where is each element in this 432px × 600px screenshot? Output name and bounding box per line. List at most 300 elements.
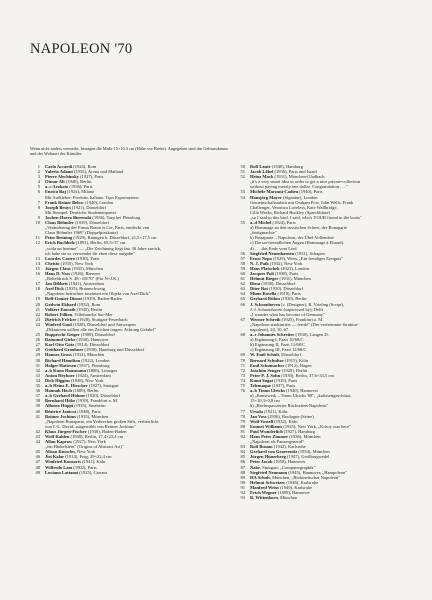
artist-name: Erich Buchholz <box>45 240 75 246</box>
artist-name: Ernst Nepo <box>250 255 272 261</box>
artist-name: Helmut Schweizer <box>250 479 286 485</box>
catalogue-entry <box>31 286 228 296</box>
entry-number: 18 <box>35 286 40 292</box>
entry-text <box>45 240 228 255</box>
artist-name: Ursula <box>250 408 264 414</box>
artist-details: (1928), Stuttgart-Feuerbach <box>76 316 128 322</box>
artist-name: a–b Timm Ulrichs <box>250 388 285 394</box>
artist-details: (1889), Berlin <box>71 388 99 394</box>
entry-number: 13 <box>35 255 40 261</box>
entry-note: J. J. Schoonhoven (supervised by), Delft <box>250 306 323 312</box>
entry-note: 15×10,3×0,8 cm <box>250 398 280 404</box>
artist-details: (1924), Rom <box>72 164 97 169</box>
artist-details: (1920), Düsseldorf <box>85 393 121 399</box>
entry-number: 40 <box>35 408 40 414</box>
entry-number: 10 <box>35 220 40 226</box>
catalogue-entry <box>31 189 228 199</box>
entry-number: 35 <box>35 383 40 389</box>
artist-name: a–b Gerhard Höhme <box>45 393 85 399</box>
artist-name: Dietrich Fricker <box>45 316 77 322</box>
artist-details: (1923), London <box>279 265 310 271</box>
artist-name: Frank Reiner Below <box>45 199 84 205</box>
entry-number: 22 <box>35 311 40 317</box>
entry-note: ich habe sie so verwendet für eben diese aufgabe" <box>45 250 135 256</box>
artist-details: (1924), Milano <box>65 189 95 195</box>
artist-details: (1930), Paris <box>75 255 100 261</box>
entry-note: c) Die un-freundlichen Augen (Hommage à Eluard). <box>250 240 345 246</box>
entry-number: 19 <box>35 296 40 302</box>
artist-name: Hansjörg Mayer <box>250 194 282 200</box>
entry-headline <box>45 470 228 475</box>
entry-number: 73 <box>240 372 245 378</box>
artist-details: (1914), Düsseldorf <box>74 342 110 348</box>
artist-details: (1912), Hagen <box>284 362 312 368</box>
artist-name: a–b Kuno Hausmann <box>45 367 87 373</box>
entry-number: 37 <box>35 393 40 399</box>
entry-number: 63 <box>240 286 245 292</box>
artist-details: , München <box>277 495 298 501</box>
artist-details: (1935), München <box>70 265 104 271</box>
entry-number: 62 <box>240 281 245 287</box>
artist-details: (1940), Paris <box>298 189 323 195</box>
entry-number: 67 <box>240 316 245 322</box>
entry-number: 30 <box>35 357 40 363</box>
artist-name: a–b Heinz E. Hirscher <box>45 383 88 389</box>
artist-details: (1939), Frankfurt a. M. <box>75 398 119 404</box>
entry-note: a) „Kunstwerk – Timm Ulrichs '68", „kulissengeschützt, <box>250 393 352 399</box>
artist-name: Jiri Kolar <box>45 454 65 460</box>
artist-name: Michèle Marzani-Cadieu <box>250 189 299 195</box>
artist-name: Jacques Poli <box>250 270 274 276</box>
artist-details: (1935), München <box>76 413 109 419</box>
artist-name: Gerhard Rühm <box>250 296 280 302</box>
entry-number: 47 <box>35 459 40 465</box>
artist-name: Paul Wunderlich <box>250 428 283 434</box>
artist-name: Hans Peter Zimmer <box>250 433 289 439</box>
entry-number: 20 <box>35 301 40 307</box>
entry-text <box>250 317 412 332</box>
artist-details: (1931), München <box>278 276 311 282</box>
artist-name: Mimo Rotella <box>250 291 277 297</box>
entry-text <box>250 302 412 317</box>
entry-number: 75 <box>240 383 245 389</box>
entry-text <box>250 388 412 408</box>
entry-number: 42 <box>35 428 40 434</box>
artist-name: N. J. Paik <box>250 260 269 266</box>
catalogue-entry <box>236 332 412 352</box>
entry-number: 88 <box>240 469 245 475</box>
intro-text: Wenn nicht anders vermerkt, betragen die Maße 15×10,3 cm (Höhe vor Breite). Angegeben sind das Geburtsdatum und der Wohnort der Künstler. <box>30 146 228 157</box>
artist-details: (1939), Baden-Baden <box>82 296 122 302</box>
artist-details: (1927), New York <box>72 439 106 445</box>
artist-name: J. Schoonhoven <box>250 301 281 307</box>
artist-details: , Villefranche Sur-Mer <box>72 311 113 317</box>
entry-number: 54 <box>240 194 245 200</box>
catalogue-entry <box>236 317 412 332</box>
entry-number: 6 <box>37 189 40 195</box>
entry-number: 89 <box>240 474 245 480</box>
artist-details: (1930), Baden-Baden <box>86 428 127 434</box>
entry-text <box>45 322 228 332</box>
artist-details: (1942), Karlsruhe <box>272 444 306 450</box>
artist-details: (1940), London <box>83 199 114 205</box>
artist-name: Diter Rot <box>250 286 269 292</box>
artist-details: , Düsseldorf <box>278 352 301 358</box>
artist-details: (1935), Sinzheim <box>73 403 106 409</box>
entry-number: 31 <box>35 362 40 368</box>
entry-number: 2 <box>37 169 40 175</box>
artist-name: Helmut Rieger <box>250 276 279 282</box>
artist-name: Valerio Adami <box>45 169 73 175</box>
artist-name: Enrico Baj <box>45 189 66 195</box>
artist-name: Richard Hamilton <box>45 357 81 363</box>
artist-details: (1926), Bremen <box>70 270 100 276</box>
catalogue-entry <box>31 220 228 235</box>
entry-note: b) Bonaparte – Napoleon, der Übel-Vollendete <box>250 235 334 241</box>
entry-number: 79 <box>240 418 245 424</box>
catalogue-entry <box>236 302 412 317</box>
page-title: NAPOLEON '70 <box>30 41 133 57</box>
entry-note: „Veränderung der Firma Braun et Cie, Paris, entdeckt von <box>45 225 150 231</box>
artist-details: (1925), Frankfurt a. M. <box>280 316 324 322</box>
artist-name: Hannes Gross <box>45 352 72 358</box>
artist-name: Robert Fillion <box>45 311 73 317</box>
artist-details: (1886), Limoges <box>86 367 118 373</box>
entry-note: a) Hommage an den russischen Scheer, der Bonaparte <box>250 225 348 231</box>
entry-text <box>250 174 412 189</box>
artist-details: (1946), Karlsruhe <box>285 479 319 485</box>
entry-number: 14 <box>35 260 40 266</box>
catalogue-entry <box>236 434 412 444</box>
artist-name: Peter Brüning <box>45 235 73 241</box>
entry-number: 38 <box>35 398 40 404</box>
catalogue-entry <box>31 240 228 255</box>
artist-name: Carla Accardi <box>45 164 73 169</box>
entry-number: 78 <box>240 413 245 419</box>
entry-text <box>45 271 228 281</box>
artist-details: (1932), München <box>71 352 105 358</box>
entry-number: 72 <box>240 367 245 373</box>
entry-number: 77 <box>240 408 245 414</box>
artist-name: Axel Dick <box>45 286 64 292</box>
entry-number: 1 <box>37 164 40 169</box>
artist-name: Peter Jacob <box>250 459 273 465</box>
artist-name: Emmet Williams <box>250 423 283 429</box>
catalogue-entry <box>236 220 412 251</box>
entry-number: 9 <box>37 214 40 220</box>
artist-name: Reimer Jochims <box>45 413 77 419</box>
entry-note: „Napoleon betrachtet fasziniert ein Objekt von Axel Dick" <box>45 291 151 297</box>
artist-details: (1915), Köln <box>283 357 308 363</box>
catalogue-entry <box>236 174 412 189</box>
artist-details: (1936), Paris und Israel <box>273 169 317 175</box>
artist-name: Bernard Schultze <box>250 357 284 363</box>
artist-details: (1941), Köln <box>81 459 106 465</box>
entry-number: 17 <box>35 281 40 287</box>
artist-details: (1949), Karlsruhe <box>278 484 313 490</box>
artist-details: (1935), New York <box>59 260 94 266</box>
artist-name: HA Schult <box>250 474 270 480</box>
artist-name: Heinz Mack <box>250 174 274 180</box>
artist-name: Winfried Konsorts <box>45 459 82 465</box>
entry-number: 36 <box>35 388 40 394</box>
artist-name: Anton Heyboer <box>45 372 75 378</box>
artist-name: Rolf Laute <box>250 164 271 169</box>
catalogue-entry <box>31 470 228 475</box>
entry-note: „it's a very smart idea in order to get a nice private-collection <box>250 179 361 185</box>
entry-number: 81 <box>240 428 245 434</box>
artist-list-right <box>236 164 412 500</box>
artist-details: [c. (Designer), R. Vrieling (Script), <box>280 301 345 307</box>
entry-number: 12 <box>35 240 40 246</box>
artist-details: (1919), Paris <box>272 377 298 383</box>
entry-note: „Napoleon als Panzergeneral" <box>250 439 304 445</box>
entry-number: 57 <box>240 255 245 261</box>
entry-number: 34 <box>35 377 40 383</box>
artist-details: (1940), Hannover <box>284 388 318 394</box>
artist-name: Nake <box>250 464 260 470</box>
artist-details: (1930), Berlin <box>279 296 307 302</box>
entry-text <box>250 495 412 500</box>
entry-number: 24 <box>35 321 40 327</box>
entry-note: d) . . . das Ende vom Lied. <box>250 245 298 251</box>
artist-name: a–r Johannes Schreiter <box>250 332 295 338</box>
artist-details: (1932), New York <box>268 260 303 266</box>
artist-name: Emil Schumacher <box>250 362 285 368</box>
artist-details: (1928), Düsseldorf und Antwerpen <box>71 321 136 327</box>
artist-details: (1914), Prag, 29×22,4 cm <box>64 454 112 460</box>
entry-number: 59 <box>240 265 245 271</box>
artist-details: (1924), Paris <box>271 220 296 226</box>
entry-text <box>250 434 412 444</box>
artist-name: Otmar Alt <box>45 179 65 185</box>
entry-note: b) Ergänzung II, Fazit 11/68/C <box>250 342 306 348</box>
artist-details: (1931), Schapen <box>294 250 325 256</box>
entry-number: 87 <box>240 464 245 470</box>
artist-details: (1930), Hannover <box>75 337 109 343</box>
entry-number: 65 <box>240 296 245 302</box>
entry-note: Challenger, Veronica Loveless, Kate Wallbridge, <box>250 204 338 210</box>
artist-details: (1950), Hannover <box>272 459 306 465</box>
entry-number: 27 <box>35 342 40 348</box>
entry-note: „so I said to this bird, I said, who's YOUR friend in the boots" <box>250 214 362 220</box>
entry-note: b) „Rechtspassierter Rückseiten-Napoleon" <box>250 403 329 409</box>
entry-number: 69 <box>240 352 245 358</box>
catalogue-entry <box>31 439 228 449</box>
entry-text <box>250 220 412 251</box>
artist-details: (1941), Amsterdam <box>67 281 105 287</box>
entry-number: 51 <box>240 169 245 175</box>
entry-number: 64 <box>240 291 245 297</box>
artist-details: (1929), Berlin <box>280 367 308 373</box>
artist-name: Pierre Alechinsky <box>45 174 80 180</box>
entry-number: 49 <box>35 469 40 475</box>
artist-name: Volkert Emrath <box>45 306 76 312</box>
entry-text <box>250 332 412 352</box>
catalogue-entry <box>31 322 228 332</box>
artist-name: Gotthard Graubner <box>45 347 84 353</box>
artist-details: (1938), Paris <box>273 270 299 276</box>
artist-name: Rupprecht Geiger <box>45 332 80 338</box>
artist-details: (1935), Arona und Mailand <box>72 169 124 175</box>
entry-number: 44 <box>35 439 40 445</box>
entry-note: Claus Böhmler 1969" (Doppelpostkarte) <box>45 230 118 236</box>
artist-details: (1927), Hamburg <box>282 428 316 434</box>
entry-text <box>250 195 412 220</box>
catalogue-entry <box>31 205 228 215</box>
entry-number: 29 <box>35 352 40 358</box>
entry-note: „ein Hinkelstein" (Origins of Abstract Art)" <box>45 444 124 450</box>
entry-note: „Napoleon strukturiert — fertilé" (Der verfremmte Struktur- <box>250 321 359 327</box>
artist-details: (1934), München <box>297 449 330 455</box>
catalogue-entry <box>236 388 412 408</box>
entry-number: 41 <box>35 413 40 419</box>
artist-list-left <box>31 164 228 475</box>
artist-details: (1931), Mönchen-Gladbach <box>273 174 325 180</box>
entry-number: 91 <box>240 484 245 490</box>
artist-name: W. Emil Schult <box>250 352 279 358</box>
artist-name: Christo <box>45 260 60 266</box>
artist-name: Lourdes Castro <box>45 255 76 261</box>
entry-note: „fertigmachte" <box>250 230 277 236</box>
entry-note: „Reliefdruck S. 48 - 69/70" (Für N+J.K.) <box>45 276 119 282</box>
artist-name: R. Wittenborn <box>250 495 278 501</box>
artist-name: Siegfried Neumann <box>250 469 288 475</box>
artist-name: a–d Michel <box>250 220 272 226</box>
entry-note: Mit Aufkleber: Prodotto Italiano. Tipo Esportazione. <box>45 194 140 200</box>
artist-details: (1940), Hamburg <box>270 164 303 169</box>
artist-name: Siegfried Neuenhausen <box>250 250 295 256</box>
artist-name: Dick Higgins <box>45 377 70 383</box>
artist-details: , New York <box>74 449 96 455</box>
artist-details: (1908), Düsseldorf <box>79 332 115 338</box>
artist-details: (1929), Ratingen b. Düsseldorf, 21,5×17,5 cm <box>72 235 157 241</box>
entry-note: Gemeinschaftsarbeit mit Graham Pow, John Wells, Frank <box>250 199 354 205</box>
artist-details: (1899), Hannover <box>276 490 310 495</box>
entry-number: 71 <box>240 362 245 368</box>
entry-number: 93 <box>240 495 245 501</box>
artist-name: Wolf Vostell <box>250 418 274 424</box>
artist-details: (1939), Berlin, 37,6×33,5 cm <box>280 372 334 378</box>
entry-number: 61 <box>240 276 245 282</box>
entry-headline <box>250 495 412 500</box>
artist-details: (1938), New York <box>69 377 104 383</box>
artist-details: (1930), Langen D. <box>294 332 329 338</box>
artist-details: (1930), Hamburg und Düsseldorf <box>83 347 145 353</box>
artist-name: Karl Otto Götz <box>45 342 75 348</box>
entry-number: 3 <box>37 174 40 180</box>
artist-name: Jürgen Claus <box>45 265 71 271</box>
artist-details: (1947), Großburgwedel <box>285 454 330 460</box>
artist-name: Wolf Kahlen <box>45 433 70 439</box>
artist-details: (1925), Carrara <box>78 469 108 475</box>
entry-text <box>45 470 228 475</box>
artist-name: Jürgen Hünerberg <box>250 454 286 460</box>
entry-note: Cilla Weeks, Richard Buckley (Sprechblase) <box>250 209 331 215</box>
artist-details: (1936), München <box>288 433 321 439</box>
entry-number: 21 <box>35 306 40 312</box>
entry-number: 84 <box>240 449 245 455</box>
entry-number: 5 <box>37 184 40 190</box>
artist-name: Rolf-Gunter Dienst <box>45 296 83 302</box>
artist-name: Luciano Lattanzi <box>45 469 79 475</box>
artist-details: (1938), Düsseldorf <box>260 281 296 287</box>
entry-number: 48 <box>35 464 40 470</box>
artist-details: , Stuttgart, „Computergraphik" <box>260 464 316 470</box>
entry-text <box>45 205 228 215</box>
artist-name: Claus Böhmler <box>45 220 74 226</box>
entry-number: 25 <box>35 332 40 338</box>
entry-number: 82 <box>240 433 245 439</box>
artist-name: Jan Dibbets <box>45 281 68 287</box>
artist-details: (1927), Paris <box>79 174 104 180</box>
entry-note: „Napoleon Bonaparte, ein Verbrecher großen Stils, verherrlicht <box>45 418 159 424</box>
entry-note: „voila un homme" — „Die Zeichnung liegt fast 30 Jahre zurück, <box>45 245 162 251</box>
artist-name: Telemaque <box>250 383 271 389</box>
entry-note: napoleon), 24, 10. 67 <box>250 327 289 332</box>
artist-details: (1945), Berlin <box>75 306 103 312</box>
artist-name: Allan Kaprow <box>45 439 73 445</box>
entry-number: 83 <box>240 444 245 450</box>
entry-text <box>45 286 228 296</box>
artist-name: Winfred Gaul <box>45 321 72 327</box>
artist-name: Jacob Lőbel <box>250 169 274 175</box>
entry-number: 23 <box>35 316 40 322</box>
artist-name: Hans Platschek <box>250 265 280 271</box>
entry-number: 92 <box>240 490 245 495</box>
entry-text <box>45 189 228 199</box>
artist-name: Gerhard von Graevenitz <box>250 449 298 455</box>
entry-text <box>45 414 228 429</box>
artist-details: (1930), Düsseldorf <box>268 286 304 292</box>
entry-note: „Diktatoren sollten alle ein Zeichen tragen: Achtung Gefahr!" <box>45 327 157 332</box>
artist-details: (1940), Berlin <box>64 179 92 185</box>
entry-number: 45 <box>35 449 40 455</box>
entry-number: 33 <box>35 372 40 378</box>
artist-details: (Signatur), London <box>281 194 318 200</box>
artist-details: (1929), Wien, „Ein freudiges Ereignis" <box>271 255 344 261</box>
entry-number: 4 <box>37 179 40 185</box>
entry-note: von J.-L. David, ausgewählt von Reimer Jochims" <box>45 423 136 429</box>
artist-details: (1922), London <box>80 357 110 363</box>
entry-number: 28 <box>35 347 40 353</box>
artist-details: (1932), Köln <box>273 418 298 424</box>
artist-name: Werner Schreib <box>250 316 281 322</box>
artist-details: (1935), Braunschweig <box>63 286 105 292</box>
artist-name: Hans D. Voss <box>45 270 71 276</box>
artist-name: Manfred Weiss <box>250 484 279 490</box>
entry-number: 52 <box>240 174 245 180</box>
entry-number: 68 <box>240 332 245 338</box>
entry-number: 66 <box>240 301 245 307</box>
catalogue-entry <box>31 271 228 281</box>
artist-name: Kumi Sugai <box>250 377 273 383</box>
artist-name: a–c Arokoto <box>45 184 69 190</box>
entry-number: 39 <box>35 403 40 409</box>
entry-number: 53 <box>240 189 245 195</box>
artist-name: Rolf Busam <box>250 444 273 450</box>
entry-note: a) Ergänzung I, Fazit 10/68/C <box>250 337 304 343</box>
artist-details: (1936), Boulogne (Seine) <box>266 413 314 419</box>
entry-number: 32 <box>35 367 40 373</box>
artist-details: (1925), New York, „Kilroy was here" <box>282 423 351 429</box>
entry-number: 58 <box>240 260 245 266</box>
entry-number: 80 <box>240 423 245 429</box>
entry-number: 43 <box>35 433 40 439</box>
artist-name: Jochen-Harro Bierenski <box>45 214 92 220</box>
entry-note: „I wonder what has become of Germany" <box>250 311 325 317</box>
artist-name: Raimund Girke <box>45 337 76 343</box>
